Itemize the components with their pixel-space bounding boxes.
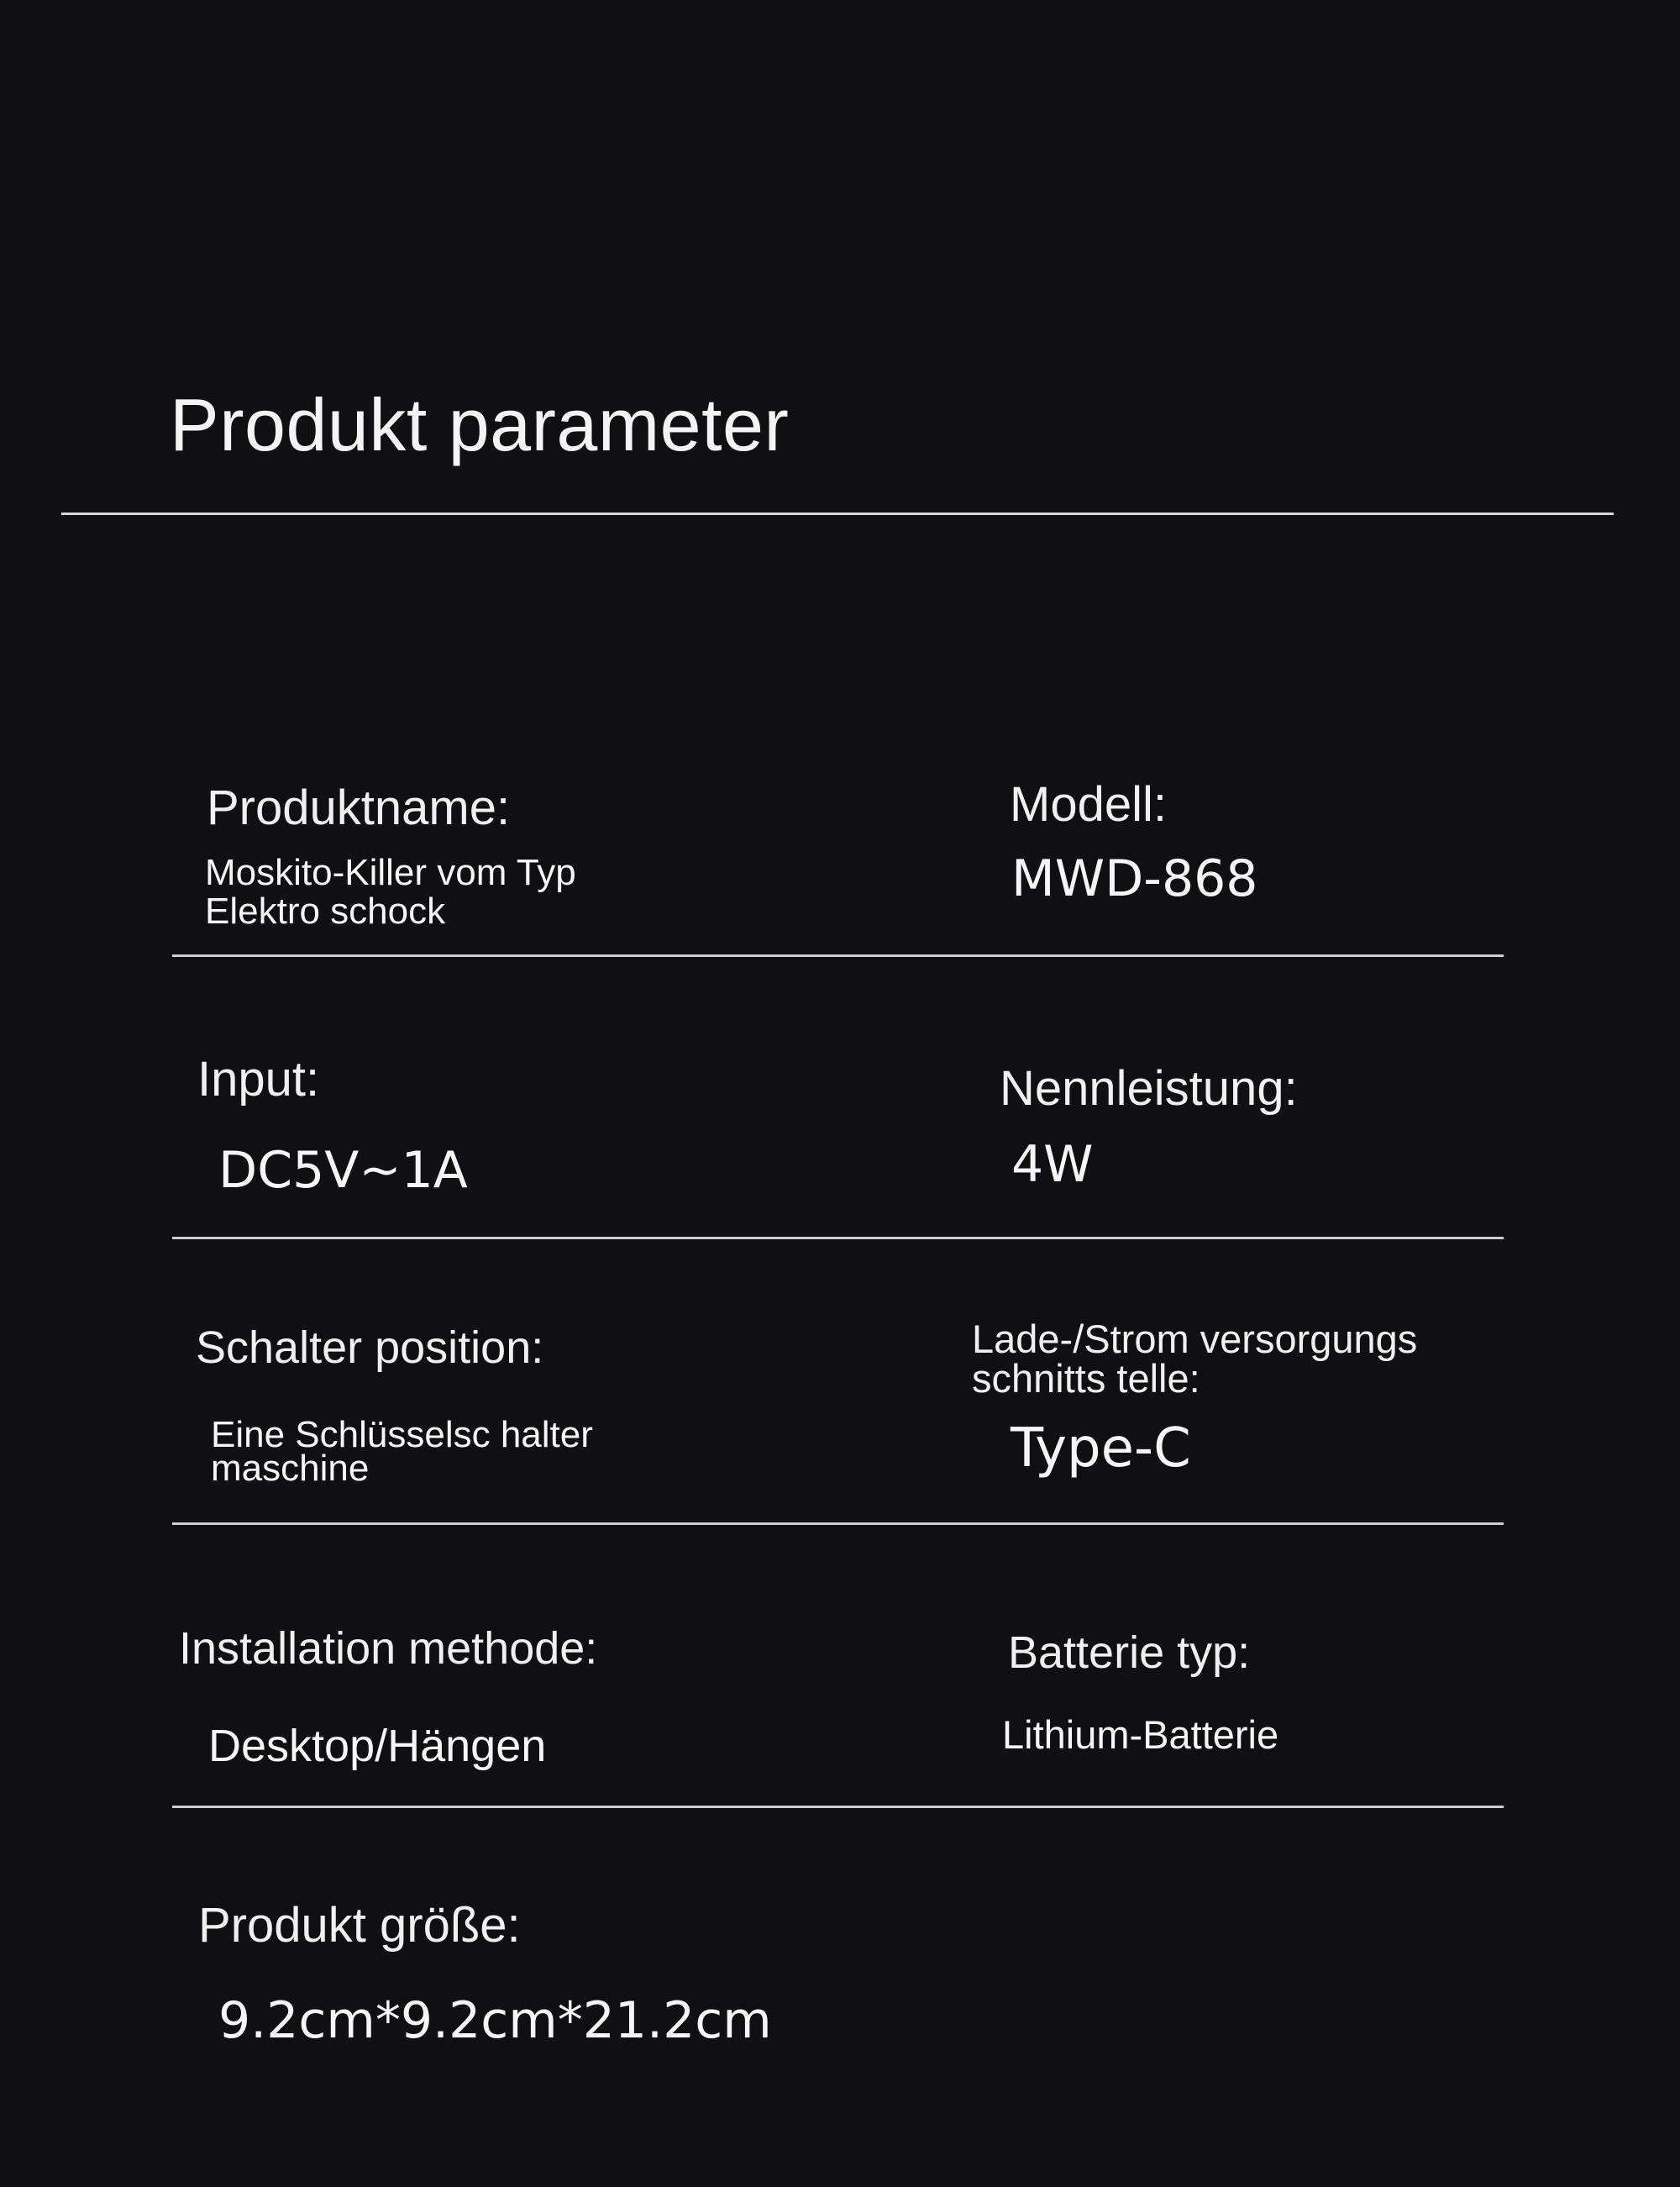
- charging-interface-label-line1: Lade-/Strom versorgungs: [972, 1317, 1418, 1361]
- switch-position-value-line2: maschine: [211, 1447, 370, 1489]
- product-size-label: Produkt größe:: [198, 1898, 521, 1953]
- charging-interface-label: [972, 1317, 1418, 1401]
- product-size-value: 9.2cm*9.2cm*21.2cm: [218, 1991, 772, 2050]
- row-divider-1: [172, 954, 1504, 957]
- page-title: Produkt parameter: [170, 383, 790, 466]
- rated-power-label: Nennleistung:: [1000, 1061, 1298, 1116]
- battery-type-value: Lithium-Batterie: [1002, 1712, 1279, 1757]
- row-divider-4: [172, 1806, 1504, 1808]
- switch-position-value: [211, 1414, 593, 1489]
- installation-method-label: Installation methode:: [179, 1623, 598, 1674]
- switch-position-label: Schalter position:: [196, 1322, 544, 1373]
- product-name-value-line1: Moskito-Killer vom Typ: [205, 852, 576, 893]
- model-label: Modell:: [1010, 777, 1167, 832]
- charging-interface-value: Type-C: [1011, 1417, 1191, 1480]
- input-value: DC5V~1A: [218, 1141, 468, 1200]
- product-name-value: [205, 854, 576, 931]
- product-name-value-line2: Elektro schock: [205, 891, 446, 933]
- input-label: Input:: [197, 1052, 320, 1107]
- installation-method-value: Desktop/Hängen: [208, 1721, 547, 1771]
- row-divider-3: [172, 1522, 1504, 1525]
- title-divider: [61, 513, 1614, 515]
- battery-type-label: Batterie typ:: [1008, 1627, 1251, 1678]
- product-name-label: Produktname:: [207, 781, 511, 835]
- row-divider-2: [172, 1237, 1504, 1239]
- rated-power-value: 4W: [1011, 1135, 1094, 1194]
- switch-position-value-line1: Eine Schlüsselsc halter: [211, 1414, 593, 1455]
- charging-interface-label-line2: schnitts telle:: [972, 1356, 1200, 1401]
- model-value: MWD-868: [1011, 849, 1258, 908]
